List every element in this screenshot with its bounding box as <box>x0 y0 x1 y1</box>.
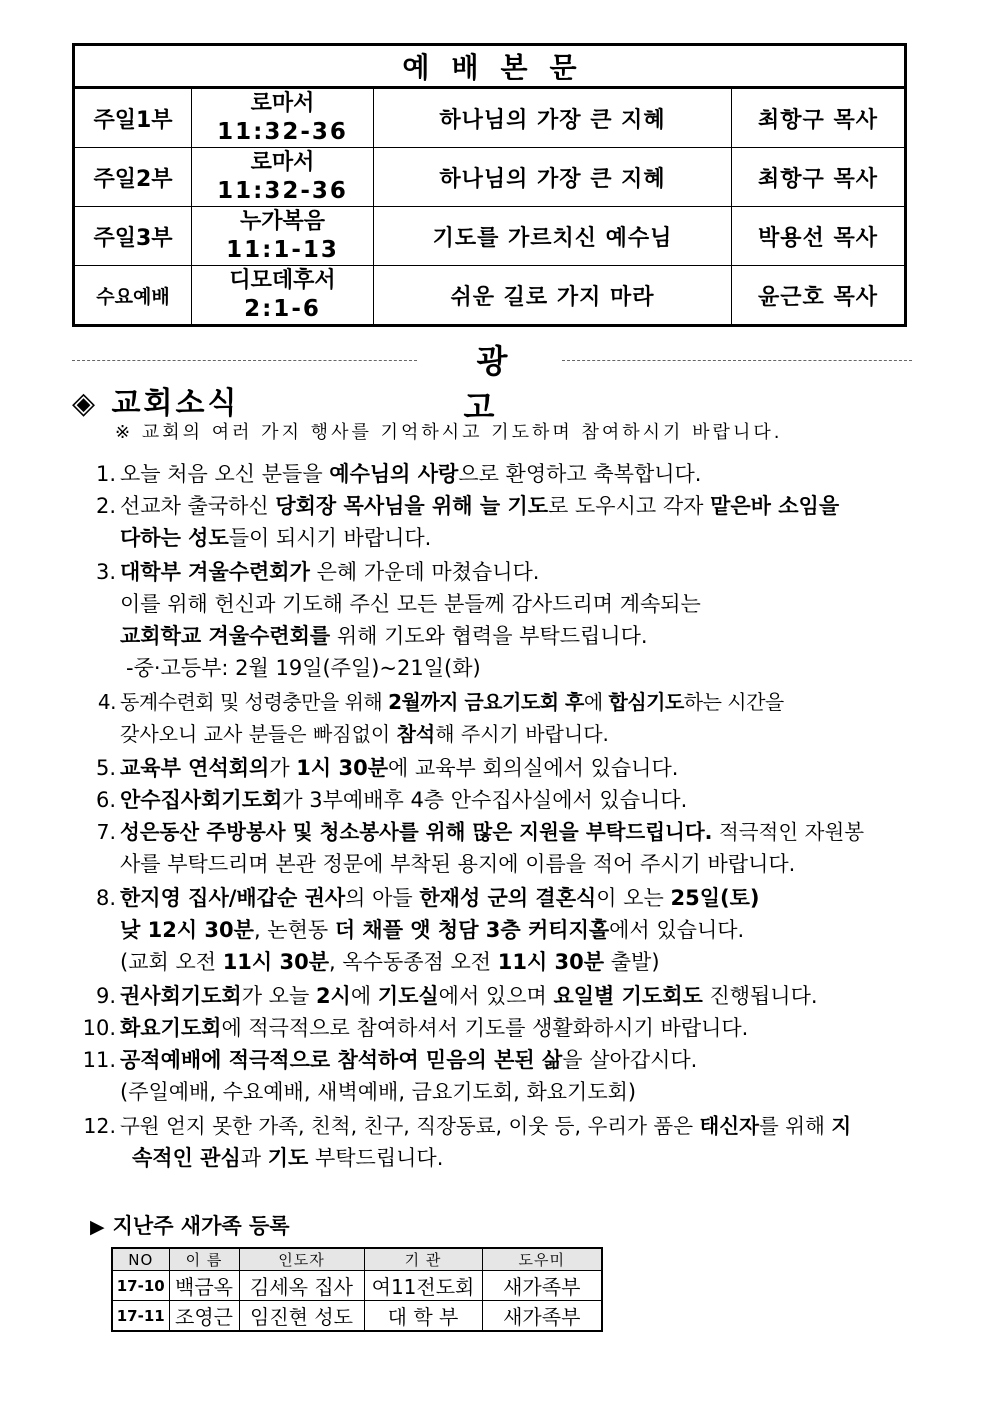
column-header: 기 관 <box>364 1248 482 1271</box>
pastor-name: 최항구 목사 <box>732 148 906 207</box>
section-title: 교회소식 <box>111 386 240 421</box>
list-item-continuation: -중·고등부: 2월 19일(주일)~21일(화) <box>126 656 481 680</box>
worship-table <box>72 43 907 327</box>
list-item-continuation: 사를 부탁드리며 본관 정문에 부착된 용지에 이름을 적어 주시기 바랍니다. <box>120 852 796 876</box>
table-cell: 17-11 <box>112 1301 169 1332</box>
scripture-ref: 누가복음 11:1-13 <box>192 207 374 266</box>
service-name: 주일1부 <box>74 88 192 148</box>
diamond-icon: ◈ <box>72 386 99 421</box>
service-name: 주일2부 <box>74 148 192 207</box>
worship-title: 예배본문 <box>74 45 906 88</box>
worship-row <box>74 207 906 266</box>
worship-row <box>74 266 906 326</box>
service-name: 수요예배 <box>74 266 192 326</box>
sermon-title: 기도를 가르치신 예수님 <box>374 207 732 266</box>
list-item: 3. 대학부 겨울수련회가 은혜 가운데 마쳤습니다. <box>95 560 540 584</box>
scripture-ref: 디모데후서 2:1-6 <box>192 266 374 326</box>
section-heading <box>72 378 239 422</box>
sermon-title: 하나님의 가장 큰 지혜 <box>374 148 732 207</box>
column-header: 인도자 <box>239 1248 364 1271</box>
table-cell: 조영근 <box>169 1301 239 1332</box>
table-cell: 새가족부 <box>482 1271 602 1301</box>
table-cell: 새가족부 <box>482 1301 602 1332</box>
list-item-continuation: 속적인 관심과 기도 부탁드립니다. <box>132 1146 444 1170</box>
registration-table <box>111 1247 603 1332</box>
scripture-ref: 로마서 11:32-36 <box>192 88 374 148</box>
list-item: 12. 구원 얻지 못한 가족, 친척, 친구, 직장동료, 이웃 등, 우리가 품은 태신자를 위해 지 <box>83 1114 852 1138</box>
list-item-continuation: (주일예배, 수요예배, 새벽예배, 금요기도회, 화요기도회) <box>120 1080 637 1104</box>
table-cell: 대 학 부 <box>364 1301 482 1332</box>
list-item: 2. 선교차 출국하신 당회장 목사님을 위해 늘 기도로 도우시고 각자 맡은바 소임을 <box>95 494 840 518</box>
service-name: 주일3부 <box>74 207 192 266</box>
table-cell: 백금옥 <box>169 1271 239 1301</box>
registration-heading <box>90 1210 290 1240</box>
table-cell: 임진현 성도 <box>239 1301 364 1332</box>
table-row <box>112 1301 602 1332</box>
worship-row <box>74 148 906 207</box>
divider-line-left <box>72 360 417 361</box>
column-header: NO <box>112 1248 169 1271</box>
list-item: 11. 공적예배에 적극적으로 참석하여 믿음의 본된 삶을 살아갑시다. <box>82 1048 698 1072</box>
list-item: 9. 권사회기도회가 오늘 2시에 기도실에서 있으며 요일별 기도회도 진행됩니다. <box>95 984 818 1008</box>
list-item-continuation: 낮 12시 30분, 논현동 더 채플 앳 청담 3층 커티지홀에서 있습니다. <box>120 918 745 942</box>
list-item-continuation: 다하는 성도들이 되시기 바랍니다. <box>120 526 432 550</box>
table-cell: 17-10 <box>112 1271 169 1301</box>
list-item-continuation: 교회학교 겨울수련회를 위해 기도와 협력을 부탁드립니다. <box>120 624 648 648</box>
worship-row <box>74 88 906 148</box>
column-header: 도우미 <box>482 1248 602 1271</box>
divider-line-right <box>562 360 912 361</box>
table-header-row <box>112 1248 602 1271</box>
list-item: 8. 한지영 집사/배갑순 권사의 아들 한재성 군의 결혼식이 오는 25일(토) <box>95 886 760 910</box>
list-item-continuation: (교회 오전 11시 30분, 옥수동종점 오전 11시 30분 출발) <box>120 950 660 974</box>
pastor-name: 윤근호 목사 <box>732 266 906 326</box>
list-item: 1. 오늘 처음 오신 분들을 예수님의 사랑으로 환영하고 축복합니다. <box>95 462 702 486</box>
registration-title: 지난주 새가족 등록 <box>112 1214 290 1238</box>
list-item-continuation: 갖사오니 교사 분들은 빠짐없이 참석해 주시기 바랍니다. <box>120 722 609 746</box>
list-item: 10. 화요기도회에 적극적으로 참여하셔서 기도를 생활화하시기 바랍니다. <box>82 1016 749 1040</box>
list-item: 7. 성은동산 주방봉사 및 청소봉사를 위해 많은 지원을 부탁드립니다. 적극적인 자원봉 <box>96 820 865 844</box>
list-item: 5. 교육부 연석회의가 1시 30분에 교육부 회의실에서 있습니다. <box>95 756 679 780</box>
column-header: 이 름 <box>169 1248 239 1271</box>
section-note: ※ 교회의 여러 가지 행사를 기억하시고 기도하며 참여하시기 바랍니다. <box>115 422 783 443</box>
list-item: 4. 동계수련회 및 성령충만을 위해 2월까지 금요기도회 후에 합심기도하는 시간을 <box>97 690 784 714</box>
sermon-title: 하나님의 가장 큰 지혜 <box>374 88 732 148</box>
list-item: 6. 안수집사회기도회가 3부예배후 4층 안수집사실에서 있습니다. <box>95 788 688 812</box>
list-item-continuation: 이를 위해 헌신과 기도해 주신 모든 분들께 감사드리며 계속되는 <box>120 592 701 616</box>
table-cell: 김세옥 집사 <box>239 1271 364 1301</box>
announcements-title: 광고 <box>463 342 534 426</box>
table-cell: 여11전도회 <box>364 1271 482 1301</box>
triangle-icon: ▶ <box>90 1216 105 1238</box>
sermon-title: 쉬운 길로 가지 마라 <box>374 266 732 326</box>
scripture-ref: 로마서 11:32-36 <box>192 148 374 207</box>
table-row <box>112 1271 602 1301</box>
pastor-name: 최항구 목사 <box>732 88 906 148</box>
pastor-name: 박용선 목사 <box>732 207 906 266</box>
